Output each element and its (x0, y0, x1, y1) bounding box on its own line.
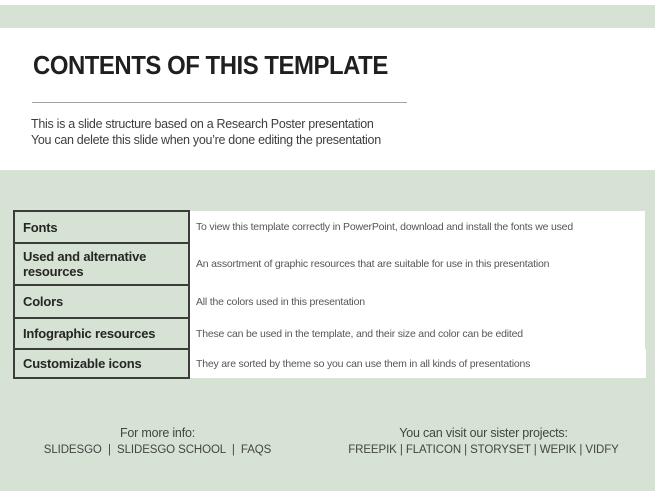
more-info-links[interactable]: SLIDESGO | SLIDESGO SCHOOL | FAQS (43, 444, 272, 456)
row-description: They are sorted by theme so you can use them in all kinds of presentations (189, 349, 646, 378)
row-label: Fonts (14, 211, 189, 243)
footer-sister-projects (312, 425, 655, 459)
sister-projects-heading: You can visit our sister projects: (399, 426, 568, 440)
page-title: CONTENTS OF THIS TEMPLATE (33, 50, 388, 80)
title-divider-line (32, 102, 407, 103)
table-row (14, 285, 646, 318)
row-label: Used and alternative resources (14, 243, 189, 285)
table-row (14, 349, 646, 378)
contents-table (13, 210, 647, 379)
table-row (14, 318, 646, 349)
row-label: Infographic resources (14, 318, 189, 349)
row-label: Customizable icons (14, 349, 189, 378)
intro-line-2: You can delete this slide when you’re done editing the presentation (31, 132, 381, 147)
more-info-heading: For more info: (119, 426, 195, 440)
table-row (14, 243, 646, 285)
row-description: An assortment of graphic resources that are suitable for use in this presentation (189, 243, 646, 285)
sister-projects-links[interactable]: FREEPIK | FLATICON | STORYSET | WEPIK | VIDFY (348, 444, 619, 456)
row-description: All the colors used in this presentation (189, 285, 646, 318)
footer-more-info (0, 425, 315, 459)
row-description: To view this template correctly in PowerPoint, download and install the fonts we used (189, 211, 646, 243)
top-accent-bar (0, 5, 655, 28)
row-description: These can be used in the template, and their size and color can be edited (189, 318, 646, 349)
intro-text (31, 117, 381, 148)
contents-table-body (14, 211, 646, 378)
row-label: Colors (14, 285, 189, 318)
table-row (14, 211, 646, 243)
intro-line-1: This is a slide structure based on a Research Poster presentation (31, 117, 374, 131)
